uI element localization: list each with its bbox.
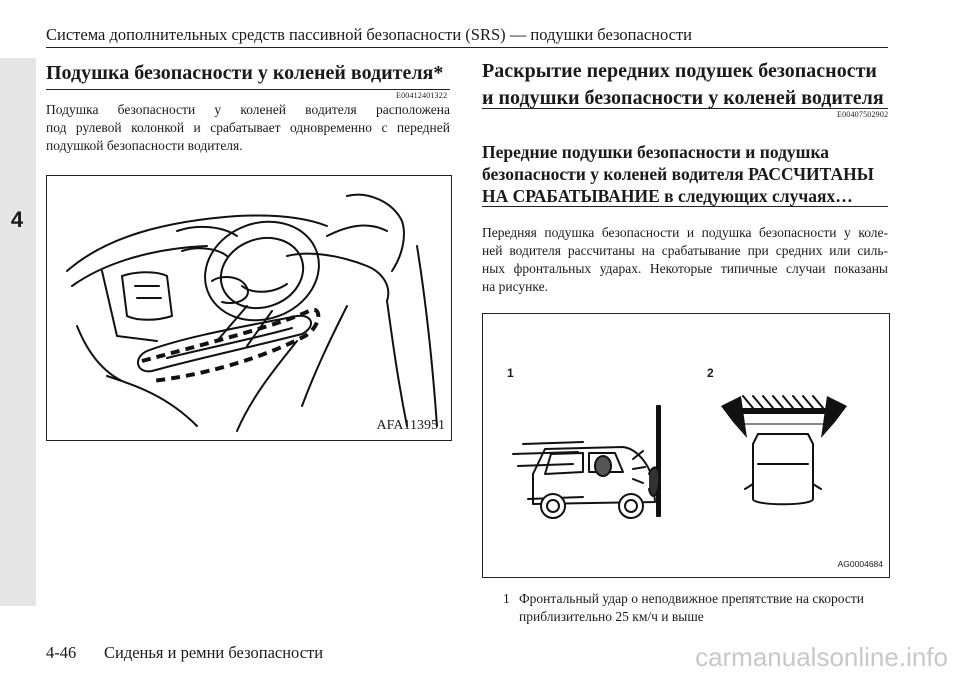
right-paragraph-line: ней водителя рассчитаны на срабатывание при средних или силь- <box>482 243 888 258</box>
left-section-title: Подушка безопасности у коленей водителя* <box>46 62 444 84</box>
page-number: 4-46 <box>46 643 77 662</box>
right-title-rule <box>482 108 888 109</box>
deployment-conditions-subtitle <box>482 141 888 207</box>
header-divider <box>46 47 888 48</box>
right-paragraph-line: Передняя подушка безопасности и подушка безопасности у коле- <box>482 225 888 240</box>
subtitle-line: Передние подушки безопасности и подушка <box>482 142 830 162</box>
left-paragraph-line: Подушка безопасности у коленей водителя расположена <box>46 102 450 117</box>
right-section-code: E00407502902 <box>837 110 889 119</box>
figure-label-1: 1 <box>507 366 514 380</box>
right-paragraph-line: ных фронтальных ударах. Некоторые типичные случаи показаны <box>482 261 888 276</box>
site-watermark: carmanualsonline.info <box>695 642 948 672</box>
figure-caption-1 <box>503 590 893 626</box>
left-title-rule <box>46 89 450 90</box>
right-title-line: Раскрытие передних подушек безопасности <box>482 60 877 82</box>
left-section-code: E00412401322 <box>396 91 448 100</box>
frontal-impact-illustration <box>482 313 890 578</box>
left-paragraph-line: под рулевой колонкой и срабатывает одновременно с передней <box>46 120 450 135</box>
caption-line: Фронтальный удар о неподвижное препятствие на скорости <box>519 591 864 606</box>
right-paragraph <box>482 224 888 296</box>
right-title-line: и подушки безопасности у коленей водителя <box>482 87 884 109</box>
chapter-side-tab <box>0 58 36 606</box>
left-paragraph <box>46 101 450 155</box>
driver-knee-airbag-drawing <box>47 176 451 440</box>
figure-label-2: 2 <box>707 366 714 380</box>
right-section-title <box>482 58 884 112</box>
right-figure-code: AG0004684 <box>837 559 883 569</box>
subtitle-line: безопасности у коленей водителя РАССЧИТАНЫ <box>482 164 874 184</box>
caption-number: 1 <box>503 591 510 606</box>
frontal-impact-drawing <box>483 314 889 577</box>
knee-airbag-illustration <box>46 175 452 441</box>
left-figure-code: AFA113951 <box>376 418 445 433</box>
subtitle-line: НА СРАБАТЫВАНИЕ в следующих случаях… <box>482 186 853 206</box>
right-paragraph-line: на рисунке. <box>482 279 548 294</box>
caption-line: приблизительно 25 км/ч и выше <box>519 609 704 624</box>
subtitle-rule <box>482 206 888 207</box>
footer-section-title: Сиденья и ремни безопасности <box>104 643 324 662</box>
left-paragraph-line: подушкой безопасности водителя. <box>46 138 243 153</box>
page-header-title: Система дополнительных средств пассивной безопасности (SRS) — подушки безопасности <box>46 25 692 44</box>
chapter-number: 4 <box>10 207 24 232</box>
